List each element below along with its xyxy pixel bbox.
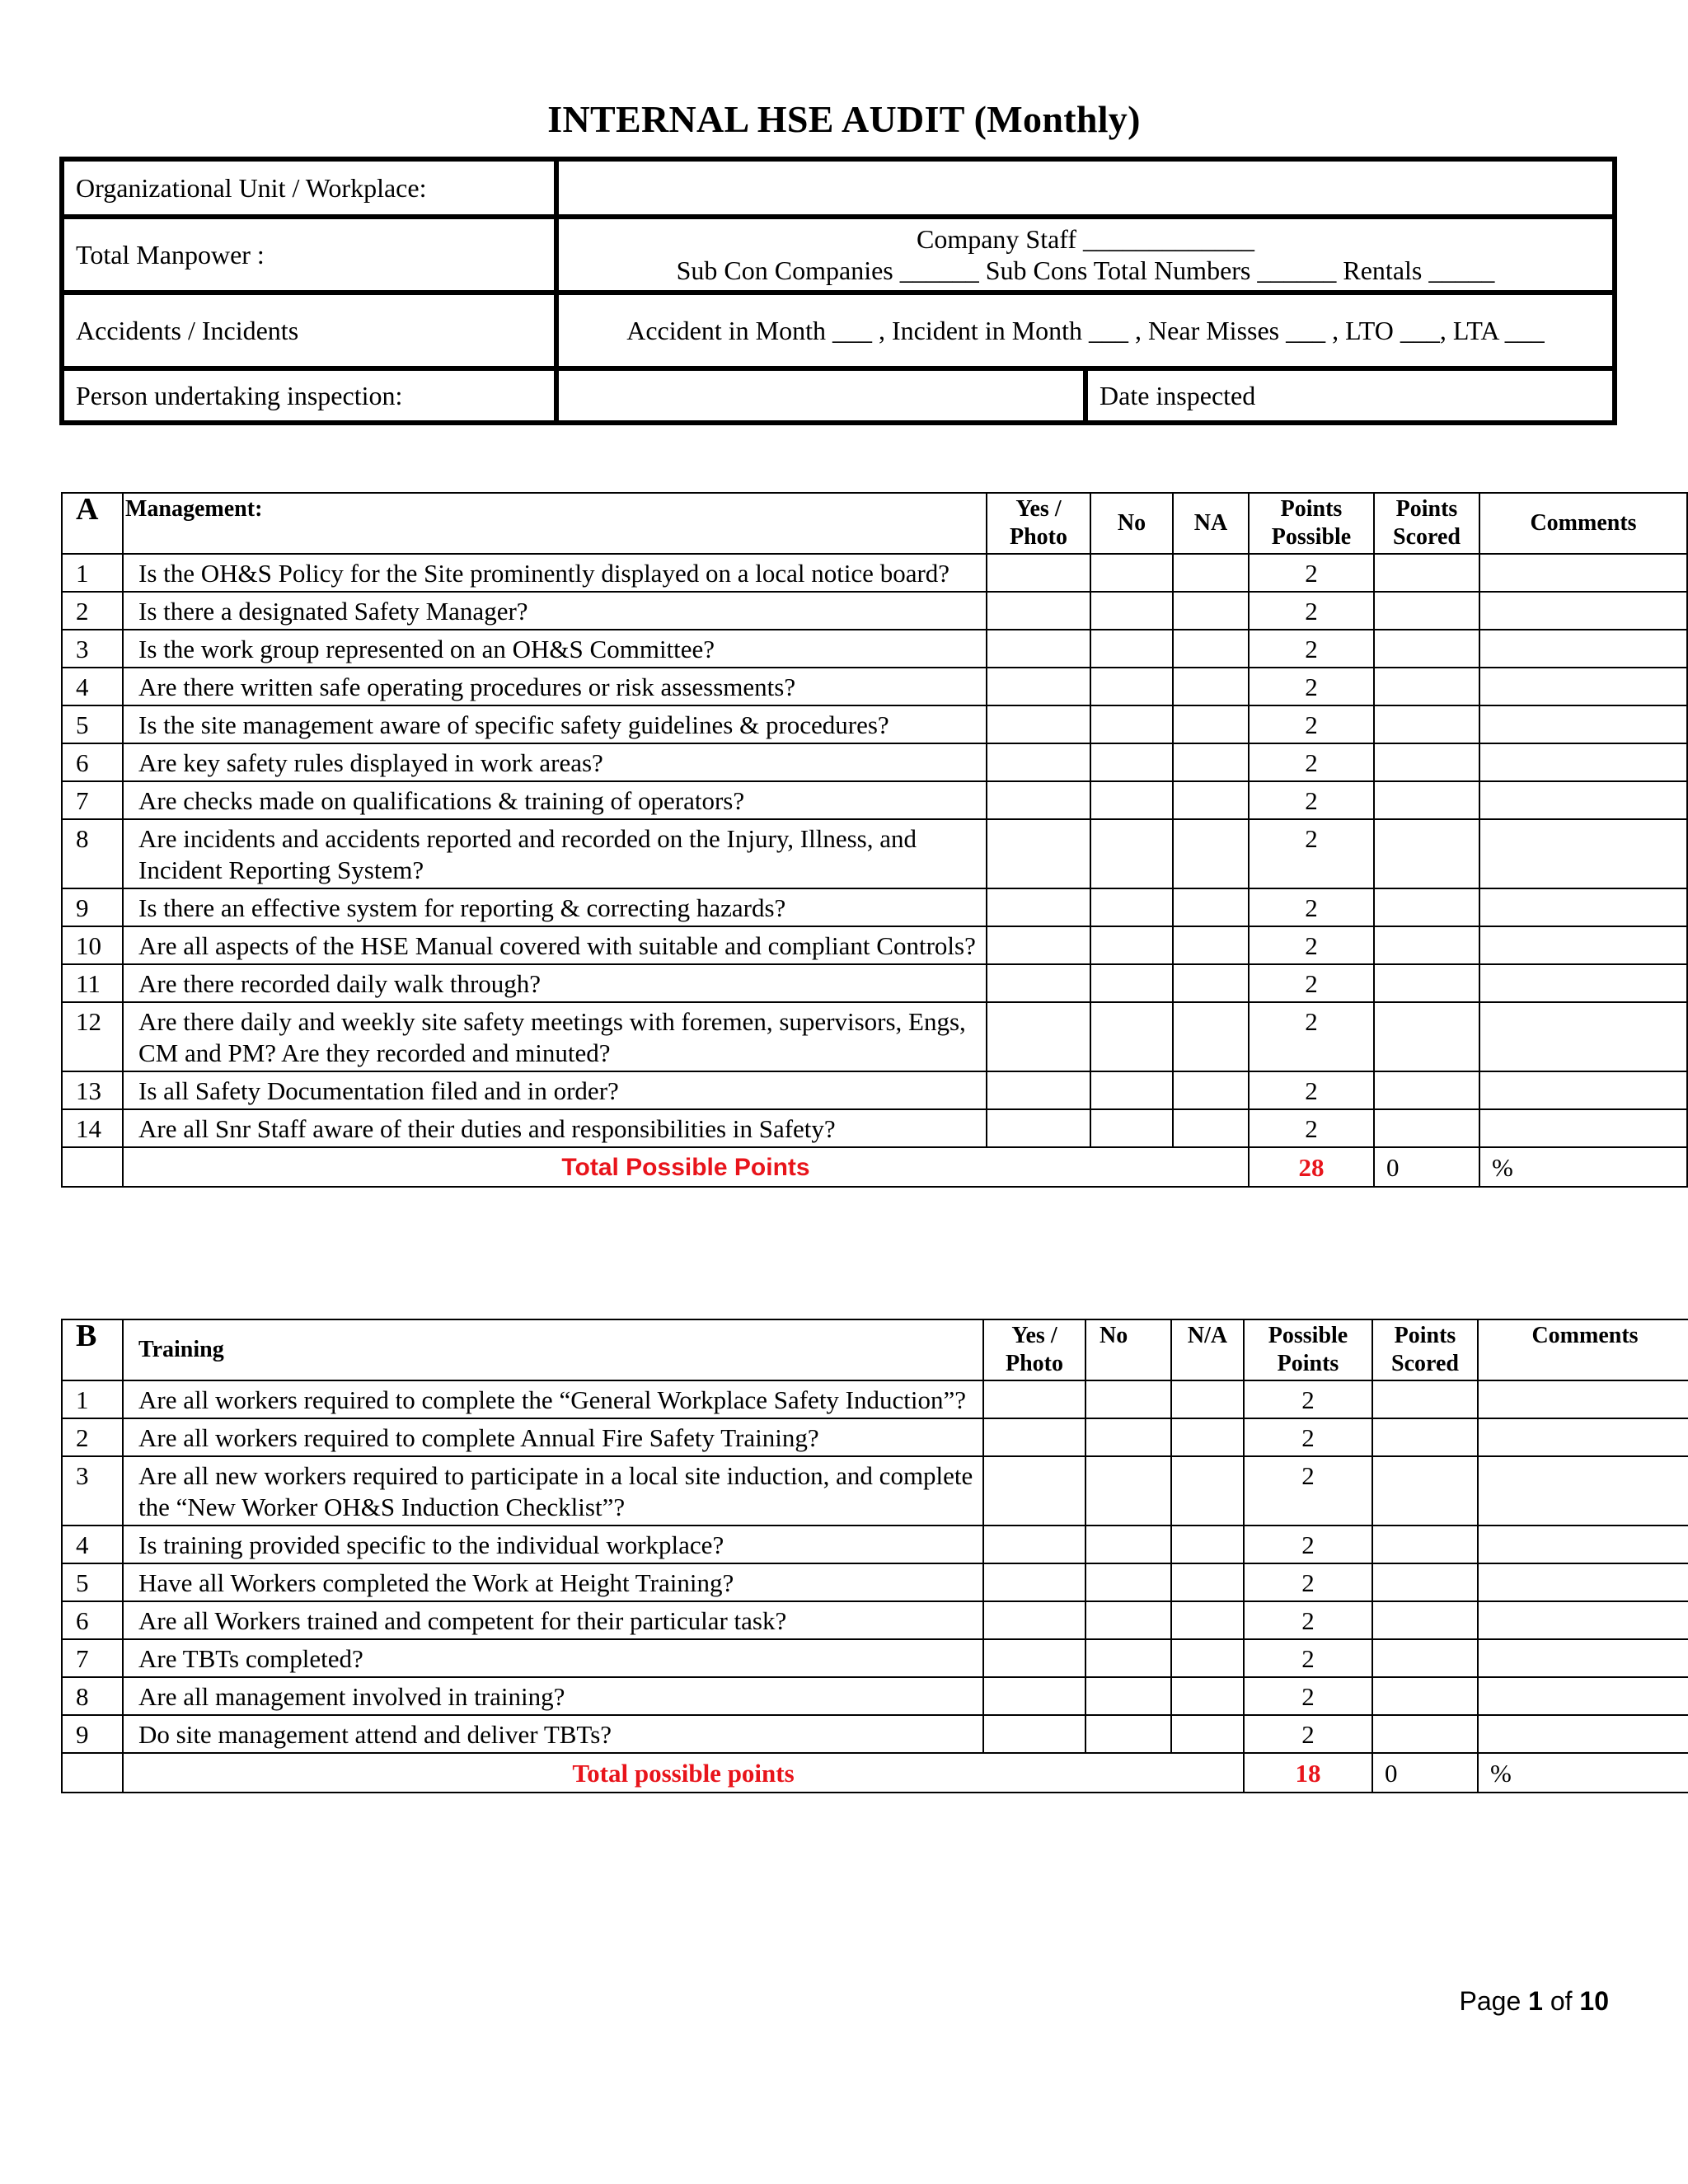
col-points-scored: Points Scored bbox=[1374, 493, 1479, 554]
comments-cell[interactable] bbox=[1479, 668, 1687, 705]
na-cell[interactable] bbox=[1173, 630, 1249, 668]
comments-cell[interactable] bbox=[1478, 1563, 1688, 1601]
total-blank bbox=[62, 1753, 123, 1793]
accidents-label: Accidents / Incidents bbox=[62, 293, 556, 368]
row-number: 4 bbox=[62, 1526, 123, 1563]
page-title: INTERNAL HSE AUDIT (Monthly) bbox=[547, 98, 1141, 140]
org-unit-label: Organizational Unit / Workplace: bbox=[62, 159, 556, 217]
col-possible-points: Possible Points bbox=[1244, 1319, 1372, 1380]
points-scored-cell[interactable] bbox=[1374, 668, 1479, 705]
no-cell[interactable] bbox=[1090, 888, 1173, 926]
points-scored-cell[interactable] bbox=[1372, 1715, 1478, 1753]
points-scored-cell[interactable] bbox=[1374, 781, 1479, 819]
comments-cell[interactable] bbox=[1479, 630, 1687, 668]
na-cell[interactable] bbox=[1171, 1677, 1244, 1715]
comments-cell[interactable] bbox=[1478, 1677, 1688, 1715]
comments-cell[interactable] bbox=[1479, 926, 1687, 964]
page-word: Page bbox=[1459, 1986, 1522, 2016]
yes-photo-cell[interactable] bbox=[983, 1418, 1085, 1456]
page-number bbox=[1460, 1986, 1609, 2017]
section-heading: Training bbox=[123, 1319, 983, 1380]
col-na: NA bbox=[1173, 493, 1249, 554]
table-row bbox=[62, 554, 1687, 592]
na-cell[interactable] bbox=[1173, 888, 1249, 926]
yes-photo-cell[interactable] bbox=[983, 1380, 1085, 1418]
no-cell[interactable] bbox=[1085, 1563, 1171, 1601]
na-cell[interactable] bbox=[1171, 1526, 1244, 1563]
accidents-field[interactable]: Accident in Month ___ , Incident in Month ___ , Near Misses ___ , LTO ___, LTA ___ bbox=[556, 293, 1615, 368]
yes-photo-cell[interactable] bbox=[983, 1677, 1085, 1715]
table-row bbox=[62, 1526, 1688, 1563]
table-row bbox=[62, 1456, 1688, 1526]
no-cell[interactable] bbox=[1090, 1002, 1173, 1071]
row-number: 5 bbox=[62, 1563, 123, 1601]
table-row bbox=[62, 743, 1687, 781]
comments-cell[interactable] bbox=[1479, 819, 1687, 888]
table-row bbox=[62, 1715, 1688, 1753]
no-cell[interactable] bbox=[1090, 743, 1173, 781]
na-cell[interactable] bbox=[1171, 1715, 1244, 1753]
row-number: 11 bbox=[62, 964, 123, 1002]
comments-cell[interactable] bbox=[1479, 888, 1687, 926]
yes-photo-cell[interactable] bbox=[987, 1071, 1090, 1109]
col-no: No bbox=[1085, 1319, 1171, 1380]
na-cell[interactable] bbox=[1171, 1639, 1244, 1677]
row-question: Are there recorded daily walk through? bbox=[123, 964, 987, 1002]
points-scored-cell[interactable] bbox=[1374, 964, 1479, 1002]
total-scored[interactable]: 0 bbox=[1372, 1753, 1478, 1793]
points-possible-cell: 2 bbox=[1249, 888, 1374, 926]
row-number: 1 bbox=[62, 1380, 123, 1418]
comments-cell[interactable] bbox=[1478, 1601, 1688, 1639]
date-inspected-field[interactable]: Date inspected bbox=[1085, 368, 1615, 423]
comments-cell[interactable] bbox=[1479, 1002, 1687, 1071]
points-scored-cell[interactable] bbox=[1374, 819, 1479, 888]
row-number: 4 bbox=[62, 668, 123, 705]
table-row bbox=[62, 592, 1687, 630]
points-possible-cell: 2 bbox=[1249, 668, 1374, 705]
points-scored-cell[interactable] bbox=[1374, 1071, 1479, 1109]
col-comments: Comments bbox=[1478, 1319, 1688, 1380]
org-unit-field[interactable] bbox=[556, 159, 1615, 217]
row-question: Are all new workers required to participate in a local site induction, and complete the “New Worker OH&S Induction Checklist”? bbox=[123, 1456, 983, 1526]
col-points-scored: Points Scored bbox=[1372, 1319, 1478, 1380]
yes-photo-cell[interactable] bbox=[983, 1563, 1085, 1601]
table-row bbox=[62, 668, 1687, 705]
yes-photo-cell[interactable] bbox=[983, 1639, 1085, 1677]
points-scored-cell[interactable] bbox=[1374, 705, 1479, 743]
yes-photo-cell[interactable] bbox=[987, 819, 1090, 888]
row-number: 6 bbox=[62, 1601, 123, 1639]
table-row bbox=[62, 819, 1687, 888]
total-points: 28 bbox=[1249, 1147, 1374, 1187]
comments-cell[interactable] bbox=[1479, 705, 1687, 743]
row-number: 2 bbox=[62, 1418, 123, 1456]
yes-photo-cell[interactable] bbox=[987, 668, 1090, 705]
na-cell[interactable] bbox=[1171, 1601, 1244, 1639]
no-cell[interactable] bbox=[1085, 1456, 1171, 1526]
points-possible-cell: 2 bbox=[1249, 705, 1374, 743]
row-question: Are all Snr Staff aware of their duties and responsibilities in Safety? bbox=[123, 1109, 987, 1147]
points-possible-cell: 2 bbox=[1244, 1601, 1372, 1639]
points-possible-cell: 2 bbox=[1249, 964, 1374, 1002]
person-inspection-field[interactable] bbox=[556, 368, 1085, 423]
points-possible-cell: 2 bbox=[1249, 630, 1374, 668]
yes-photo-cell[interactable] bbox=[987, 743, 1090, 781]
no-cell[interactable] bbox=[1090, 630, 1173, 668]
points-possible-cell: 2 bbox=[1244, 1563, 1372, 1601]
row-question: Are all Workers trained and competent for their particular task? bbox=[123, 1601, 983, 1639]
points-scored-cell[interactable] bbox=[1372, 1601, 1478, 1639]
na-cell[interactable] bbox=[1173, 668, 1249, 705]
row-number: 7 bbox=[62, 1639, 123, 1677]
comments-cell[interactable] bbox=[1479, 1071, 1687, 1109]
row-number: 14 bbox=[62, 1109, 123, 1147]
no-cell[interactable] bbox=[1090, 668, 1173, 705]
row-question: Is all Safety Documentation filed and in order? bbox=[123, 1071, 987, 1109]
na-cell[interactable] bbox=[1173, 592, 1249, 630]
row-question: Is the OH&S Policy for the Site prominently displayed on a local notice board? bbox=[123, 554, 987, 592]
points-scored-cell[interactable] bbox=[1374, 592, 1479, 630]
points-scored-cell[interactable] bbox=[1372, 1418, 1478, 1456]
points-scored-cell[interactable] bbox=[1372, 1563, 1478, 1601]
points-possible-cell: 2 bbox=[1244, 1456, 1372, 1526]
points-possible-cell: 2 bbox=[1249, 554, 1374, 592]
yes-photo-cell[interactable] bbox=[987, 554, 1090, 592]
points-scored-cell[interactable] bbox=[1372, 1456, 1478, 1526]
points-possible-cell: 2 bbox=[1249, 743, 1374, 781]
row-question: Are all management involved in training? bbox=[123, 1677, 983, 1715]
na-cell[interactable] bbox=[1171, 1456, 1244, 1526]
row-number: 13 bbox=[62, 1071, 123, 1109]
col-yes-photo: Yes / Photo bbox=[983, 1319, 1085, 1380]
table-row bbox=[62, 1071, 1687, 1109]
comments-cell[interactable] bbox=[1479, 554, 1687, 592]
comments-cell[interactable] bbox=[1478, 1380, 1688, 1418]
yes-photo-cell[interactable] bbox=[987, 592, 1090, 630]
no-cell[interactable] bbox=[1090, 1071, 1173, 1109]
total-blank bbox=[62, 1147, 123, 1187]
comments-cell[interactable] bbox=[1479, 964, 1687, 1002]
total-scored[interactable]: 0 bbox=[1374, 1147, 1479, 1187]
no-cell[interactable] bbox=[1085, 1677, 1171, 1715]
points-possible-cell: 2 bbox=[1244, 1418, 1372, 1456]
row-question: Is training provided specific to the individual workplace? bbox=[123, 1526, 983, 1563]
yes-photo-cell[interactable] bbox=[987, 705, 1090, 743]
na-cell[interactable] bbox=[1173, 554, 1249, 592]
row-number: 9 bbox=[62, 888, 123, 926]
table-row bbox=[62, 1109, 1687, 1147]
comments-cell[interactable] bbox=[1479, 1109, 1687, 1147]
points-scored-cell[interactable] bbox=[1374, 743, 1479, 781]
points-possible-cell: 2 bbox=[1249, 819, 1374, 888]
total-percent[interactable]: % bbox=[1479, 1147, 1687, 1187]
na-cell[interactable] bbox=[1173, 1002, 1249, 1071]
comments-cell[interactable] bbox=[1478, 1418, 1688, 1456]
row-question: Are all workers required to complete the “General Workplace Safety Induction”? bbox=[123, 1380, 983, 1418]
total-percent[interactable]: % bbox=[1478, 1753, 1688, 1793]
row-number: 6 bbox=[62, 743, 123, 781]
no-cell[interactable] bbox=[1085, 1639, 1171, 1677]
section-heading: Management: bbox=[123, 493, 987, 554]
no-cell[interactable] bbox=[1090, 705, 1173, 743]
na-cell[interactable] bbox=[1171, 1563, 1244, 1601]
total-points: 18 bbox=[1244, 1753, 1372, 1793]
row-question: Do site management attend and deliver TBTs? bbox=[123, 1715, 983, 1753]
no-cell[interactable] bbox=[1085, 1526, 1171, 1563]
no-cell[interactable] bbox=[1090, 781, 1173, 819]
points-possible-cell: 2 bbox=[1244, 1380, 1372, 1418]
comments-cell[interactable] bbox=[1478, 1456, 1688, 1526]
no-cell[interactable] bbox=[1090, 819, 1173, 888]
row-question: Are all aspects of the HSE Manual covered with suitable and compliant Controls? bbox=[123, 926, 987, 964]
points-possible-cell: 2 bbox=[1249, 1109, 1374, 1147]
person-inspection-label: Person undertaking inspection: bbox=[62, 368, 556, 423]
section-letter: A bbox=[62, 493, 123, 554]
points-possible-cell: 2 bbox=[1249, 926, 1374, 964]
row-question: Are key safety rules displayed in work areas? bbox=[123, 743, 987, 781]
total-label: Total possible points bbox=[123, 1753, 1244, 1793]
yes-photo-cell[interactable] bbox=[987, 888, 1090, 926]
row-question: Have all Workers completed the Work at Height Training? bbox=[123, 1563, 983, 1601]
row-number: 10 bbox=[62, 926, 123, 964]
no-cell[interactable] bbox=[1090, 926, 1173, 964]
points-possible-cell: 2 bbox=[1244, 1639, 1372, 1677]
points-scored-cell[interactable] bbox=[1372, 1526, 1478, 1563]
points-scored-cell[interactable] bbox=[1374, 1002, 1479, 1071]
no-cell[interactable] bbox=[1085, 1601, 1171, 1639]
yes-photo-cell[interactable] bbox=[983, 1456, 1085, 1526]
points-scored-cell[interactable] bbox=[1374, 888, 1479, 926]
points-scored-cell[interactable] bbox=[1374, 926, 1479, 964]
table-row bbox=[62, 1380, 1688, 1418]
row-question: Are checks made on qualifications & training of operators? bbox=[123, 781, 987, 819]
na-cell[interactable] bbox=[1173, 781, 1249, 819]
table-row bbox=[62, 705, 1687, 743]
na-cell[interactable] bbox=[1173, 964, 1249, 1002]
row-number: 12 bbox=[62, 1002, 123, 1071]
row-number: 2 bbox=[62, 592, 123, 630]
comments-cell[interactable] bbox=[1478, 1715, 1688, 1753]
comments-cell[interactable] bbox=[1479, 592, 1687, 630]
no-cell[interactable] bbox=[1085, 1380, 1171, 1418]
points-scored-cell[interactable] bbox=[1374, 630, 1479, 668]
yes-photo-cell[interactable] bbox=[987, 1109, 1090, 1147]
no-cell[interactable] bbox=[1090, 554, 1173, 592]
comments-cell[interactable] bbox=[1478, 1639, 1688, 1677]
yes-photo-cell[interactable] bbox=[987, 964, 1090, 1002]
na-cell[interactable] bbox=[1173, 1109, 1249, 1147]
row-number: 3 bbox=[62, 1456, 123, 1526]
points-scored-cell[interactable] bbox=[1372, 1677, 1478, 1715]
row-question: Is the work group represented on an OH&S Committee? bbox=[123, 630, 987, 668]
points-possible-cell: 2 bbox=[1249, 781, 1374, 819]
section-letter: B bbox=[62, 1319, 123, 1380]
points-possible-cell: 2 bbox=[1249, 1071, 1374, 1109]
yes-photo-cell[interactable] bbox=[987, 926, 1090, 964]
table-row bbox=[62, 1002, 1687, 1071]
points-scored-cell[interactable] bbox=[1372, 1380, 1478, 1418]
table-row bbox=[62, 1418, 1688, 1456]
row-question: Are TBTs completed? bbox=[123, 1639, 983, 1677]
yes-photo-cell[interactable] bbox=[987, 630, 1090, 668]
points-scored-cell[interactable] bbox=[1374, 554, 1479, 592]
table-row bbox=[62, 1601, 1688, 1639]
row-number: 5 bbox=[62, 705, 123, 743]
points-scored-cell[interactable] bbox=[1372, 1639, 1478, 1677]
points-possible-cell: 2 bbox=[1244, 1526, 1372, 1563]
page-of: of bbox=[1550, 1986, 1573, 2016]
comments-cell[interactable] bbox=[1479, 743, 1687, 781]
points-possible-cell: 2 bbox=[1249, 592, 1374, 630]
total-manpower-label: Total Manpower : bbox=[62, 217, 556, 293]
row-question: Are incidents and accidents reported and recorded on the Injury, Illness, and Incident Reporting System? bbox=[123, 819, 987, 888]
row-number: 1 bbox=[62, 554, 123, 592]
row-number: 8 bbox=[62, 819, 123, 888]
points-possible-cell: 2 bbox=[1244, 1715, 1372, 1753]
col-yes-photo: Yes / Photo bbox=[987, 493, 1090, 554]
no-cell[interactable] bbox=[1090, 964, 1173, 1002]
na-cell[interactable] bbox=[1171, 1380, 1244, 1418]
points-scored-cell[interactable] bbox=[1374, 1109, 1479, 1147]
table-row bbox=[62, 781, 1687, 819]
page-current: 1 bbox=[1528, 1986, 1543, 2016]
points-possible-cell: 2 bbox=[1249, 1002, 1374, 1071]
na-cell[interactable] bbox=[1173, 926, 1249, 964]
na-cell[interactable] bbox=[1173, 819, 1249, 888]
points-possible-cell: 2 bbox=[1244, 1677, 1372, 1715]
yes-photo-cell[interactable] bbox=[987, 1002, 1090, 1071]
na-cell[interactable] bbox=[1173, 705, 1249, 743]
table-row bbox=[62, 926, 1687, 964]
na-cell[interactable] bbox=[1171, 1418, 1244, 1456]
table-row bbox=[62, 1639, 1688, 1677]
no-cell[interactable] bbox=[1090, 592, 1173, 630]
no-cell[interactable] bbox=[1085, 1715, 1171, 1753]
total-manpower-field[interactable] bbox=[556, 217, 1615, 293]
total-label: Total Possible Points bbox=[123, 1147, 1249, 1187]
comments-cell[interactable] bbox=[1479, 781, 1687, 819]
row-number: 8 bbox=[62, 1677, 123, 1715]
no-cell[interactable] bbox=[1085, 1418, 1171, 1456]
yes-photo-cell[interactable] bbox=[983, 1715, 1085, 1753]
col-points-possible: Points Possible bbox=[1249, 493, 1374, 554]
comments-cell[interactable] bbox=[1478, 1526, 1688, 1563]
row-question: Are there written safe operating procedures or risk assessments? bbox=[123, 668, 987, 705]
table-row bbox=[62, 1677, 1688, 1715]
table-row bbox=[62, 630, 1687, 668]
col-comments: Comments bbox=[1479, 493, 1687, 554]
management-audit-table bbox=[61, 492, 1688, 1188]
row-number: 3 bbox=[62, 630, 123, 668]
col-na: N/A bbox=[1171, 1319, 1244, 1380]
yes-photo-cell[interactable] bbox=[987, 781, 1090, 819]
na-cell[interactable] bbox=[1173, 743, 1249, 781]
table-row bbox=[62, 888, 1687, 926]
no-cell[interactable] bbox=[1090, 1109, 1173, 1147]
training-audit-table bbox=[61, 1319, 1688, 1793]
col-no: No bbox=[1090, 493, 1173, 554]
row-question: Is there a designated Safety Manager? bbox=[123, 592, 987, 630]
table-row bbox=[62, 964, 1687, 1002]
row-question: Are there daily and weekly site safety meetings with foremen, supervisors, Engs, CM and PM? Are they recorded and minuted? bbox=[123, 1002, 987, 1071]
audit-info-table bbox=[59, 157, 1617, 425]
yes-photo-cell[interactable] bbox=[983, 1526, 1085, 1563]
row-question: Are all workers required to complete Annual Fire Safety Training? bbox=[123, 1418, 983, 1456]
sub-con-line: Sub Con Companies ______ Sub Cons Total Numbers ______ Rentals _____ bbox=[676, 255, 1495, 285]
row-number: 9 bbox=[62, 1715, 123, 1753]
company-staff-line: Company Staff _____________ bbox=[916, 224, 1255, 254]
table-row bbox=[62, 1563, 1688, 1601]
page-total: 10 bbox=[1579, 1986, 1609, 2016]
yes-photo-cell[interactable] bbox=[983, 1601, 1085, 1639]
row-number: 7 bbox=[62, 781, 123, 819]
row-question: Is the site management aware of specific safety guidelines & procedures? bbox=[123, 705, 987, 743]
row-question: Is there an effective system for reporting & correcting hazards? bbox=[123, 888, 987, 926]
na-cell[interactable] bbox=[1173, 1071, 1249, 1109]
